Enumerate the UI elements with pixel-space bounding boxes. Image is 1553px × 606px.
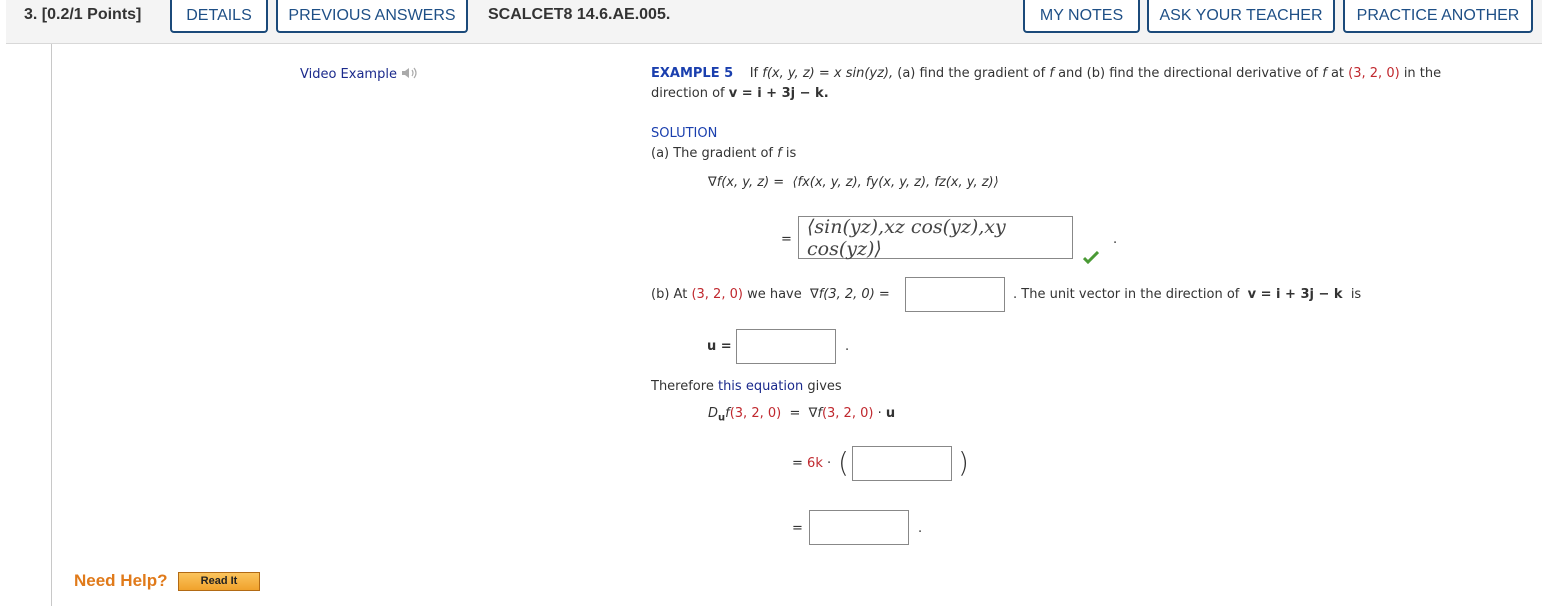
example-statement-line2 [651, 86, 829, 101]
example-if: If [749, 66, 759, 81]
unit-vector-text: . The unit vector in the direction of [1013, 287, 1240, 302]
gradient-rhs: ⟨fx(x, y, z), fy(x, y, z), fz(x, y, z)⟩ [792, 175, 999, 190]
example-statement-line1: EXAMPLE 5 If f(x, y, z) = x sin(yz), (a) find the gradient of f and (b) find the directional derivative of f at (3, 2, 0) in the [651, 66, 1442, 81]
read-it-button[interactable]: Read It [178, 572, 260, 591]
part-b-point: (3, 2, 0) [691, 287, 743, 302]
ask-your-teacher-button[interactable]: ASK YOUR TEACHER [1147, 0, 1335, 33]
six-k-dot: · [827, 456, 832, 471]
gives-text: gives [807, 379, 842, 394]
final-period: . [918, 521, 923, 536]
practice-another-button[interactable]: PRACTICE ANOTHER [1343, 0, 1533, 33]
part-b-prefix: (b) At [651, 287, 688, 302]
part-b-have: we have [747, 287, 802, 302]
final-eq: = [792, 521, 803, 536]
u-input[interactable] [736, 329, 836, 364]
six-k-dot-input[interactable] [852, 446, 952, 481]
gradient-equation [708, 175, 999, 190]
part-a-is: is [785, 146, 797, 161]
speaker-icon [401, 66, 419, 80]
example-point: (3, 2, 0) [1348, 66, 1400, 81]
this-equation-link[interactable]: this equation [717, 379, 804, 394]
my-notes-button[interactable]: MY NOTES [1023, 0, 1140, 33]
open-paren: ( [838, 446, 849, 479]
example-and-text: and (b) find the directional derivative of [1058, 66, 1319, 81]
du-eq: = [789, 406, 801, 421]
grad-at-point-input[interactable] [905, 277, 1005, 312]
example-v-expr: v = i + 3j − k. [728, 86, 829, 101]
gradient-answer-eq: = [781, 232, 792, 247]
video-example-link[interactable] [300, 66, 419, 82]
previous-answers-button[interactable]: PREVIOUS ANSWERS [276, 0, 468, 33]
u-label: u = [707, 339, 732, 354]
question-header [6, 0, 1542, 44]
gradient-period: . [1113, 232, 1118, 247]
content-border [51, 44, 52, 606]
final-answer-input[interactable] [809, 510, 909, 545]
part-a-text: (a) The gradient of [651, 146, 773, 161]
close-paren: ) [958, 446, 969, 479]
solution-heading: SOLUTION [651, 126, 718, 141]
therefore-line [651, 379, 842, 394]
gradient-answer-value: ⟨sin(yz),xz cos(yz),xy cos(yz)⟩ [807, 215, 1006, 260]
unit-vector-line [1013, 287, 1361, 302]
details-button[interactable]: DETAILS [170, 0, 268, 33]
problem-code: SCALCET8 14.6.AE.005. [488, 6, 671, 23]
du-lhs-d: D [708, 406, 719, 421]
unit-vector-v-expr: v = i + 3j − k [1247, 287, 1343, 302]
unit-vector-is: is [1350, 287, 1362, 302]
part-a-line: (a) The gradient of f is [651, 146, 797, 161]
u-period: . [845, 339, 850, 354]
example-label: EXAMPLE 5 [651, 66, 734, 81]
checkmark-icon [1083, 251, 1099, 264]
therefore-text: Therefore [651, 379, 714, 394]
example-direction: direction of [651, 86, 725, 101]
video-example-label: Video Example [300, 67, 397, 82]
question-points: 3. [0.2/1 Points] [24, 6, 142, 23]
need-help-label: Need Help? [74, 571, 168, 590]
example-in-the: in the [1403, 66, 1442, 81]
example-part-a-text: (a) find the gradient of [897, 66, 1046, 81]
six-k-text: 6k [807, 456, 823, 471]
gradient-answer-box[interactable] [798, 216, 1073, 259]
six-k-line: = 6k · [792, 456, 832, 471]
directional-derivative-eq: $D_uf(3$, 2, 0) = ∇f(3, 2, 0) · u [708, 406, 896, 424]
example-f-expr: f(x, y, z) = x sin(yz), [762, 66, 894, 81]
example-at-text: at [1330, 66, 1345, 81]
gradient-lhs: ∇f(x, y, z) = [708, 175, 785, 190]
part-b-line [651, 287, 890, 302]
du-lhs-sub: u [718, 412, 726, 424]
grad-at-point: ∇f(3, 2, 0) = [810, 287, 890, 302]
